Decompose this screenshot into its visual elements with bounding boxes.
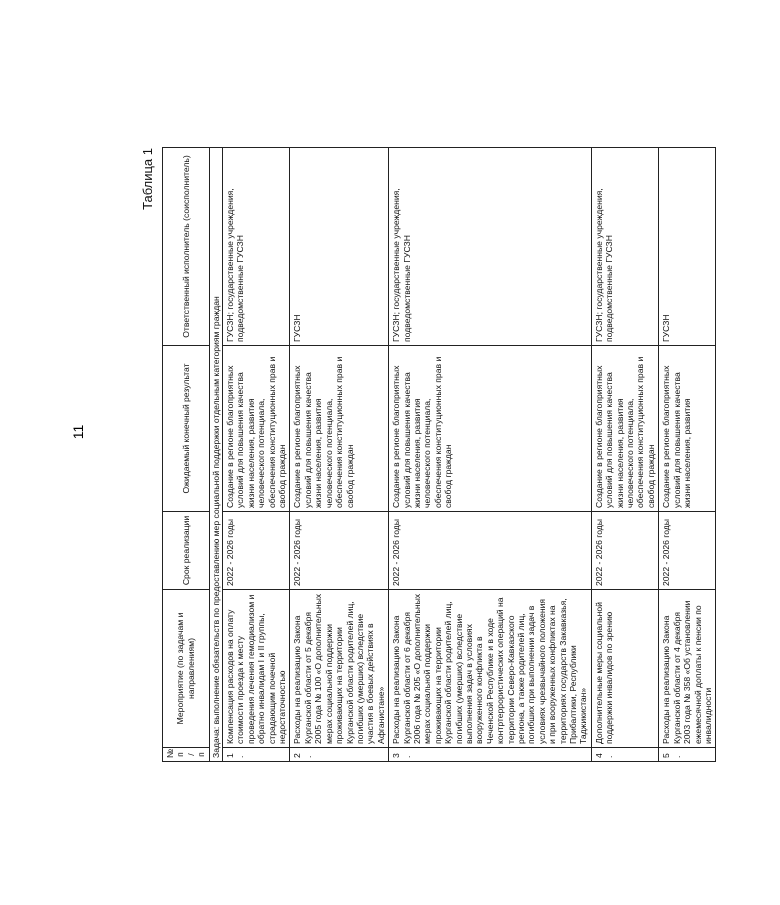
cell-num: 1. [223,748,290,762]
cell-executor: ГУСЗН [659,148,716,346]
cell-term: 2022 - 2026 годы [223,512,290,590]
cell-event: Компенсация расходов на оплату стоимости проезда к месту проведения лечения гемодиализом и обратно инвалидам I и II группы, страдающим почечной недостаточностью [223,590,290,748]
measures-table [162,147,716,762]
header-executor: Ответственный исполнитель (соисполнитель) [163,148,210,346]
table-row [591,148,658,762]
header-event: Мероприятие (по задачам и направлениям) [163,590,210,748]
cell-result: Создание в регионе благоприятных условий для повышения качества жизни населения, развития человеческого потенциала, обеспечения конституционных прав и свобод граждан [389,346,592,512]
cell-term: 2022 - 2026 годы [389,512,592,590]
table-row [389,148,592,762]
table-row [659,148,716,762]
table-row [223,148,290,762]
cell-event: Расходы на реализацию Закона Курганской области от 5 декабря 2005 года № 100 «О дополнительных мерах социальной поддержки проживающих на территории Курганской области родителей лиц, погибших (умерших) вследствие участия в боевых действиях в Афганистане» [290,590,389,748]
header-result: Ожидаемый конечный результат [163,346,210,512]
table-row [290,148,389,762]
cell-result: Создание в регионе благоприятных условий для повышения качества жизни населения, развития человеческого потенциала, обеспечения конституционных прав и свобод граждан [223,346,290,512]
cell-event: Расходы на реализацию Закона Курганской области от 4 декабря 2003 года № 358 «Об установлении ежемесячной доплаты к пенсии по инвалидности [659,590,716,748]
cell-executor: ГУСЗН; государственные учреждения, подведомственные ГУСЗН [223,148,290,346]
cell-num: 4. [591,748,658,762]
rotated-table-sheet [140,142,780,762]
table-title: Таблица 1 [140,148,155,210]
cell-num: 3. [389,748,592,762]
cell-term: 2022 - 2026 годы [591,512,658,590]
section-title: Задача: выполнение обязательств по предоставлению мер социальной поддержки отдельным категориям граждан [209,148,222,762]
cell-result: Создание в регионе благоприятных условий для повышения качества жизни населения, развития человеческого потенциала, обеспечения конституционных прав и свобод граждан [290,346,389,512]
cell-executor: ГУСЗН; государственные учреждения, подведомственные ГУСЗН [389,148,592,346]
cell-term: 2022 - 2026 годы [290,512,389,590]
table-header-row [163,148,210,762]
section-row [209,148,222,762]
page-number: 11 [70,424,86,440]
cell-executor: ГУСЗН; государственные учреждения, подведомственные ГУСЗН [591,148,658,346]
cell-num: 5. [659,748,716,762]
header-num: № п/п [163,748,210,762]
cell-result: Создание в регионе благоприятных условий для повышения качества жизни населения, развития человеческого потенциала, обеспечения конституционных прав и свобод граждан [591,346,658,512]
cell-num: 2. [290,748,389,762]
cell-term: 2022 - 2026 годы [659,512,716,590]
cell-result: Создание в регионе благоприятных условий для повышения качества жизни населения, развития [659,346,716,512]
cell-executor: ГУСЗН [290,148,389,346]
cell-event: Расходы на реализацию Закона Курганской области от 6 декабря 2006 года № 205 «О дополнительных мерах социальной поддержки проживающих на территории Курганской области родителей лиц, погибших (умерших) вследствие выполнения задач в условиях вооруженного конфликта в Чеченской Республике и в ходе контртеррористических операций на территории Северо-Кавказского региона, а также родителей лиц, погибших при выполнении задач в условиях чрезвычайного положения и при вооруженных конфликтах на территориях государств Закавказья, Прибалтики, Республики Таджикистан» [389,590,592,748]
cell-event: Дополнительные меры социальной поддержки инвалидов по зрению [591,590,658,748]
header-term: Срок реализации [163,512,210,590]
